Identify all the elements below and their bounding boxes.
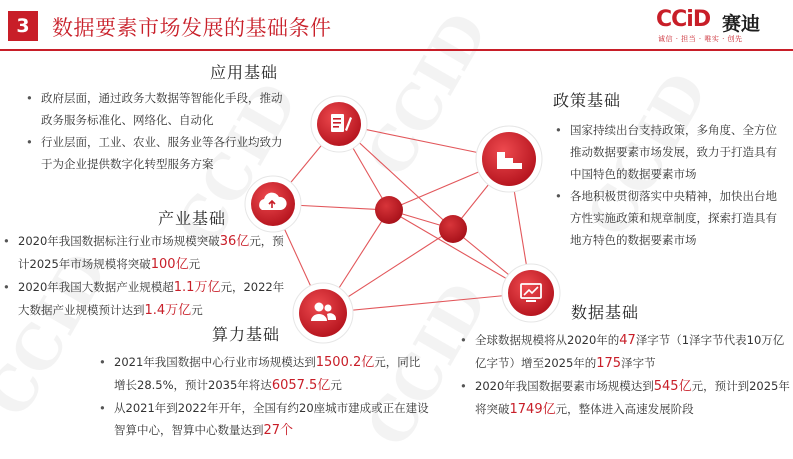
text-segment: 元 [330, 378, 342, 392]
compute-bullets [99, 351, 429, 442]
policy-section-title: 政策基础 [553, 91, 622, 110]
text-segment: 元，同比增长28.5%，预计2035年将达 [114, 355, 421, 392]
highlight-value: 1.4万亿 [144, 303, 192, 318]
hub-node-1 [375, 196, 403, 224]
industry-node [245, 176, 301, 232]
highlight-value: 1749亿 [509, 402, 556, 417]
highlight-value: 27个 [263, 423, 294, 438]
data-bullet [460, 375, 790, 421]
industry-bullet [3, 230, 295, 276]
text-segment: 2020年我国数据标注行业市场规模突破 [18, 234, 220, 248]
text-segment: 泽字节（1泽字节代表10万亿亿字节）增至2025年的 [475, 333, 785, 370]
policy-bullets [555, 119, 787, 251]
compute-node [293, 283, 353, 343]
highlight-value: 545亿 [653, 379, 692, 394]
industry-bullet [3, 276, 295, 322]
highlight-value: 6057.5亿 [271, 378, 331, 393]
text-segment: 从2021年到2022年开年，全国有约20座城市建成或正在建设智算中心，智算中心数量达到 [114, 401, 429, 437]
highlight-value: 1.1万亿 [173, 280, 221, 295]
text-segment: 元，2022年大数据产业规模预计达到 [18, 280, 285, 317]
text-segment: 2021年我国数据中心行业市场规模达到 [114, 355, 316, 369]
application-bullets [26, 87, 292, 175]
application-node [311, 96, 367, 152]
text-segment: 2020年我国大数据产业规模超 [18, 280, 174, 294]
highlight-value: 1500.2亿 [315, 355, 375, 370]
text-segment: 泽字节 [621, 356, 656, 370]
data-bullet [460, 329, 790, 375]
highlight-value: 100亿 [150, 257, 189, 272]
data-node [502, 264, 560, 322]
text-segment: 元 [188, 257, 201, 271]
text-segment: 元，预计到2025年将突破 [475, 379, 790, 416]
hub-node-2 [439, 215, 467, 243]
highlight-value: 36亿 [219, 234, 250, 249]
logo-brand: CCiD [656, 7, 711, 32]
highlight-value: 175 [596, 356, 622, 371]
industry-bullets [3, 230, 295, 322]
industry-section-title: 产业基础 [158, 209, 227, 228]
policy-bullet: • 国家持续出台支持政策，多角度、全方位推动数据要素市场发展，致力于打造具有中国特色的数据要素市场 [555, 119, 787, 185]
data-bullets [460, 329, 790, 421]
text-segment: 2020年我国数据要素市场规模达到 [475, 379, 654, 393]
text-segment: 全球数据规模将从2020年的 [475, 333, 620, 347]
compute-bullet [99, 397, 429, 442]
application-bullet: • 政府层面，通过政务大数据等智能化手段，推动政务服务标准化、网络化、自动化 [26, 87, 292, 131]
application-bullet: • 行业层面，工业、农业、服务业等各行业均致力于为企业提供数字化转型服务方案 [26, 131, 292, 175]
policy-node [476, 126, 542, 192]
text-segment: 元，预计2025年市场规模将突破 [18, 234, 284, 271]
compute-section-title: 算力基础 [212, 325, 281, 344]
logo-brand-cn: 赛迪 [722, 13, 761, 35]
text-segment: 元，整体进入高速发展阶段 [555, 402, 694, 416]
compute-bullet [99, 351, 429, 397]
page-title: 数据要素市场发展的基础条件 [52, 16, 332, 40]
policy-bullet: • 各地积极贯彻落实中央精神，加快出台地方性实施政策和规章制度，探索打造具有地方特色的数据要素市场 [555, 185, 787, 251]
data-section-title: 数据基础 [571, 303, 640, 322]
text-segment: 元 [191, 303, 203, 317]
section-number-badge: 3 [8, 11, 38, 41]
logo-slogan: 诚信 · 担当 · 唯实 · 创先 [658, 35, 743, 43]
highlight-value: 47 [619, 333, 636, 348]
application-section-title: 应用基础 [210, 63, 279, 82]
